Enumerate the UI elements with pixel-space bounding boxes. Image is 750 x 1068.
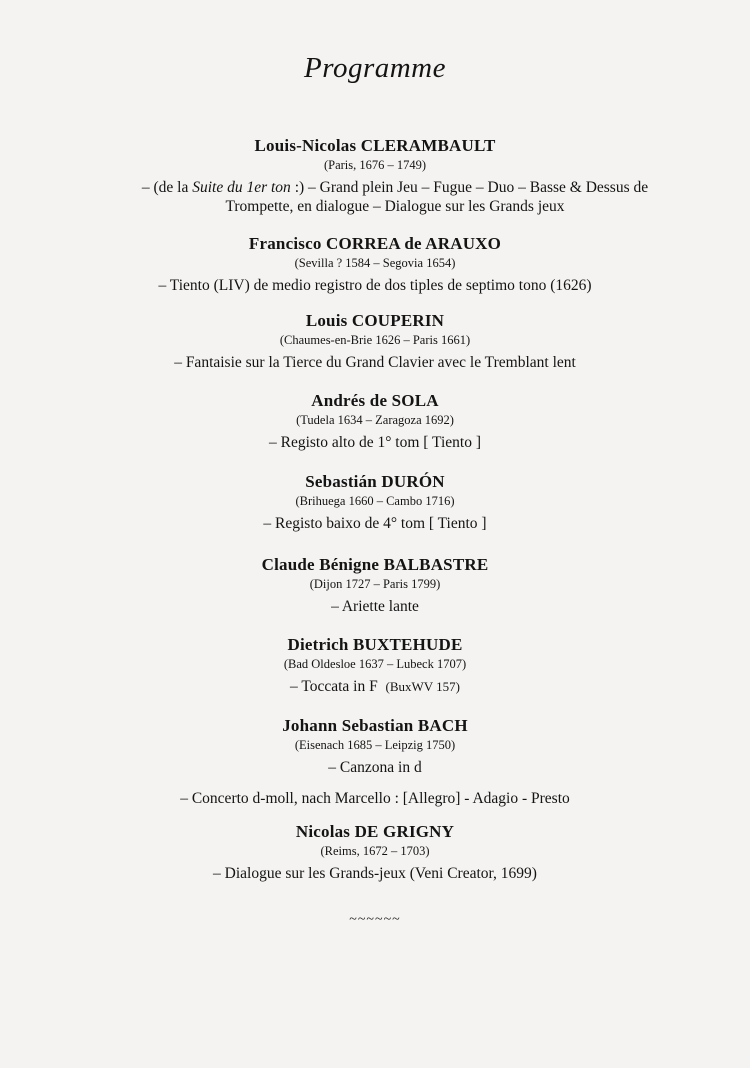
entry-grigny <box>0 822 750 883</box>
entry-bach <box>0 716 750 808</box>
piece-title: – (de la Suite du 1er ton :) – Grand plein Jeu – Fugue – Duo – Basse & Dessus de Trompette, en dialogue – Dialogue sur les Grands jeux <box>141 179 649 215</box>
composer-name: Francisco CORREA de ARAUXO <box>248 234 502 253</box>
page-title: Programme <box>304 52 446 84</box>
composer-name: Louis-Nicolas CLERAMBAULT <box>254 136 496 155</box>
composer-name: Andrés de SOLA <box>311 391 439 410</box>
piece-title: – Toccata in F (BuxWV 157) <box>290 678 460 695</box>
composer-dates: (Bad Oldesloe 1637 – Lubeck 1707) <box>283 657 467 671</box>
piece-title: – Registo alto de 1° tom [ Tiento ] <box>268 434 481 451</box>
composer-name: Nicolas DE GRIGNY <box>295 822 455 841</box>
piece-title: – Canzona in d <box>328 759 422 776</box>
composer-dates: (Eisenach 1685 – Leipzig 1750) <box>294 738 456 752</box>
composer-name: Dietrich BUXTEHUDE <box>287 635 463 654</box>
composer-dates: (Dijon 1727 – Paris 1799) <box>309 577 441 591</box>
entry-clerambault <box>0 136 750 216</box>
entry-duron <box>0 472 750 533</box>
entry-correa <box>0 234 750 295</box>
composer-dates: (Brihuega 1660 – Cambo 1716) <box>295 494 455 508</box>
piece-title: – Registo baixo de 4° tom [ Tiento ] <box>263 515 487 532</box>
composer-dates: (Paris, 1676 – 1749) <box>323 158 427 172</box>
entry-buxtehude <box>0 635 750 696</box>
piece-title: – Concerto d-moll, nach Marcello : [Allegro] - Adagio - Presto <box>180 790 570 807</box>
composer-name: Sebastián DURÓN <box>305 472 445 491</box>
composer-dates: (Sevilla ? 1584 – Segovia 1654) <box>294 256 456 270</box>
composer-name: Louis COUPERIN <box>305 311 445 330</box>
piece-title: – Ariette lante <box>331 598 419 615</box>
composer-dates: (Reims, 1672 – 1703) <box>320 844 430 858</box>
composer-dates: (Chaumes-en-Brie 1626 – Paris 1661) <box>279 333 471 347</box>
composer-name: Johann Sebastian BACH <box>282 716 468 735</box>
entry-sola <box>0 391 750 452</box>
composer-name: Claude Bénigne BALBASTRE <box>261 555 489 574</box>
piece-title: – Fantaisie sur la Tierce du Grand Clavier avec le Tremblant lent <box>174 354 576 371</box>
composer-dates: (Tudela 1634 – Zaragoza 1692) <box>296 413 454 427</box>
piece-title: – Dialogue sur les Grands-jeux (Veni Creator, 1699) <box>213 865 537 882</box>
piece-title: – Tiento (LIV) de medio registro de dos tiples de septimo tono (1626) <box>158 277 592 294</box>
end-ornament: ~~~~~~ <box>349 912 401 927</box>
entry-couperin <box>0 311 750 372</box>
entry-balbastre <box>0 555 750 616</box>
catalog-number: (BuxWV 157) <box>385 679 460 694</box>
